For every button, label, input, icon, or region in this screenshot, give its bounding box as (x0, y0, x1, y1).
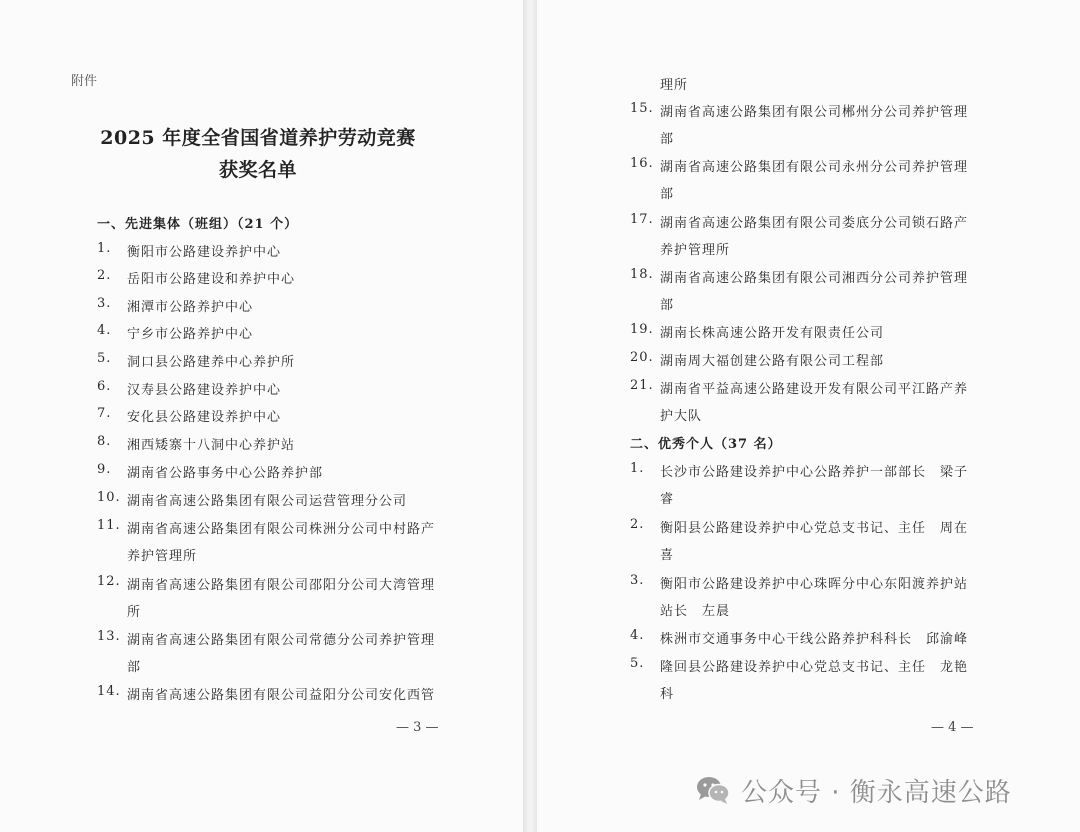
attachment-label: 附件 (71, 74, 98, 89)
section-heading-collectives: 一、先进集体（班组）（21 个） (97, 217, 299, 232)
page-title-line2: 获奖名单 (218, 159, 297, 181)
page-number: — 4 — (931, 720, 974, 735)
watermark-text: 公众号 · 衡永高速公路 (741, 777, 1012, 808)
page-number: — 3 — (396, 720, 439, 735)
right-page: 理所 15. 湖南省高速公路集团有限公司郴州分公司养护管理 部 16. 湖南省高速公路集团有限公司永州分公司养护管理 部 17. 湖南省高速公路集团有限公司娄底分公司锁石路产 养护管理所 18. 湖南省高速公路集团有限公司湘西分公司养护管理 部 19. 湖南长株高速公路开发有限责任公司 20. 湖南周大福创建公路有限公司工程部 21. 湖南省平益高速公路建设开发有限公司平江路产养 护大队 二、优秀个人（37 名） 1. 长沙市公路建设养护中心公路养护一部部长 梁子 睿 2. 衡阳县公路建设养护中心党总支书记、主任 周在 喜 3. 衡阳市公路建设养护中心珠晖分中心东阳渡养护站 站长 左晨 4. 株洲市交通事务中心干线公路养护科科长 邱渝峰 5. 隆回县公路建设养护中心党总支书记、主任 龙艳 科 — 4 — (537, 0, 1080, 832)
section-heading-individuals: 二、优秀个人（37 名） (630, 437, 782, 452)
page-title-line1: 2025 年度全省国省道养护劳动竞赛 (100, 127, 416, 149)
watermark (695, 769, 1012, 811)
left-page: 附件 2025 年度全省国省道养护劳动竞赛 获奖名单 一、先进集体（班组）（21 个） 1. 衡阳市公路建设养护中心 2. 岳阳市公路建设和养护中心 3. 湘潭市公路养护中心 4. 宁乡市公路养护中心 5. 洞口县公路建养中心养护所 6. 汉寿县公路建设养护中心 7. 安化县公路建设养护中心 8. 湘西矮寨十八洞中心养护站 9. 湖南省公路事务中心公路养护部 10. 湖南省高速公路集团有限公司运营管理分公司 11. 湖南省高速公路集团有限公司株洲分公司中村路产 养护管理所 12. 湖南省高速公路集团有限公司邵阳分公司大湾管理 所 13. 湖南省高速公路集团有限公司常德分公司养护管理 部 14. 湖南省高速公路集团有限公司益阳分公司安化西管 — 3 — (0, 0, 523, 832)
wechat-icon (695, 775, 731, 805)
page-gutter (523, 0, 537, 832)
